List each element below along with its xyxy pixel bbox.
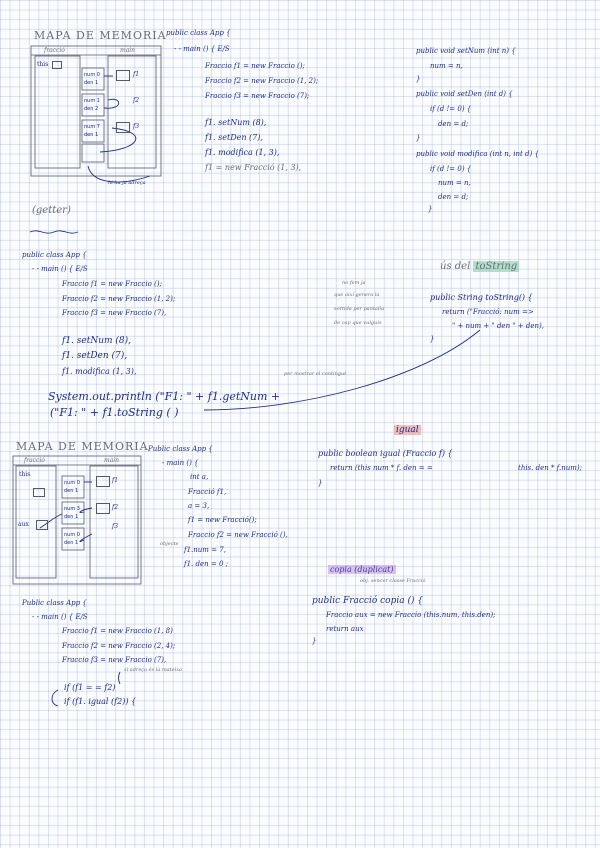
code-line: public class App {	[22, 251, 87, 259]
side-note: sortida per pantalla	[334, 306, 385, 312]
code-line: f1. den = 0 ;	[184, 560, 228, 568]
code-line: Fraccio f2 = new Fracció (),	[188, 531, 288, 539]
code-line: den = d;	[438, 193, 469, 201]
code-line: a = 3,	[188, 502, 210, 510]
code-line: f1.num = 7,	[184, 546, 226, 554]
map-col-main: main	[104, 457, 120, 464]
map-cell: den 1	[84, 80, 99, 86]
map-cell: num 3	[64, 506, 80, 512]
code-line: public String toString() {	[430, 293, 533, 302]
map-col-main: main	[120, 47, 136, 54]
ref-box-f1	[116, 70, 130, 81]
code-line: Fracció f1,	[188, 488, 227, 496]
code-line: num = n,	[430, 62, 463, 70]
map-cell: num 0	[64, 480, 80, 486]
memory-map-title: MAPA DE MEMORIA	[34, 29, 167, 42]
code-line: f1. setNum (8),	[62, 336, 132, 346]
code-line: public boolean igual (Fraccio f) {	[318, 449, 453, 458]
println-line-2: ("F1: " + f1.toString ( )	[50, 406, 179, 419]
code-line: if (f1. igual (f2)) {	[64, 697, 137, 706]
igual-label	[394, 426, 421, 435]
side-note: que així genera la	[334, 292, 380, 298]
code-line: Fraccio f1 = new Fraccio ();	[205, 62, 305, 70]
ref-label-f3: f3	[112, 523, 119, 530]
map-this-label: this	[37, 61, 49, 68]
code-line: Fraccio aux = new Fraccio (this.num, this.den);	[326, 611, 496, 619]
code-line: public void setNum (int n) {	[416, 47, 516, 55]
code-line: Fraccio f3 = new Fraccio (7);	[205, 92, 310, 100]
code-line: f1. setDen (7),	[205, 133, 263, 142]
ref-box-f2	[96, 503, 110, 514]
map-this-label: this	[19, 471, 31, 478]
map-cell: den 1	[64, 488, 79, 494]
copia-highlight: copia (duplicat)	[330, 565, 394, 574]
us-label	[440, 262, 519, 272]
map-cell: num 7	[84, 124, 100, 130]
code-line: - main () {	[162, 459, 199, 467]
ref-label-f2: f2	[112, 504, 119, 511]
code-line: den = d;	[438, 120, 469, 128]
code-line: num = n,	[438, 179, 471, 187]
code-line: " + num + " den " + den),	[452, 322, 544, 330]
code-line: }	[312, 637, 317, 645]
code-line: Fraccio f1 = new Fraccio (1, 8)	[62, 627, 173, 635]
map-cell: den 1	[84, 132, 99, 138]
objecte-note: objecte	[160, 541, 179, 547]
code-line: if (f1 = = f2)	[64, 683, 116, 692]
code-line: }	[428, 205, 433, 213]
code-line: Public class App {	[22, 599, 87, 607]
ref-label-f3: f3	[133, 123, 140, 130]
code-line: Fraccio f2 = new Fraccio (1, 2);	[205, 77, 319, 85]
igual-highlight: igual	[396, 425, 419, 435]
map-cell: num 0	[64, 532, 80, 538]
code-line: return aux	[326, 625, 364, 633]
arrow-note: hi ha ja adreça	[108, 180, 146, 186]
code-line: - - main () { E/S	[174, 45, 230, 53]
println-note: per mostrar el contingut	[284, 371, 347, 377]
code-line: if (d != 0) {	[430, 165, 472, 173]
code-line: }	[416, 134, 421, 142]
code-line: public Fracció copia () {	[312, 596, 424, 606]
map-aux-label: aux	[18, 521, 29, 528]
code-line: }	[318, 479, 323, 487]
code-line: f1. setDen (7),	[62, 351, 128, 361]
code-line: public class App {	[166, 29, 231, 37]
code-line: f1. setNum (8),	[205, 118, 267, 127]
code-line: public void modifica (int n, int d) {	[416, 150, 539, 158]
copia-label	[328, 566, 396, 574]
map-cell: num 1	[84, 98, 100, 104]
side-note: no fem ja	[342, 280, 366, 286]
this-slot	[33, 488, 45, 497]
code-line: Fraccio f3 = new Fraccio (7),	[62, 309, 167, 317]
tostring-highlight: toString	[475, 261, 518, 272]
ref-box-f3	[116, 122, 130, 133]
ref-label-f1: f1	[133, 71, 140, 78]
code-line: Fraccio f3 = new Fraccio (7),	[62, 656, 167, 664]
map-col-fraccio: fracció	[44, 47, 65, 54]
code-line: Fraccio f1 = new Fraccio ();	[62, 280, 162, 288]
memory-map-title: MAPA DE MEMORIA	[16, 440, 149, 453]
getter-label: (getter)	[32, 205, 71, 216]
ref-box-f1	[96, 476, 110, 487]
map-cell: den 1	[64, 540, 79, 546]
this-slot	[52, 61, 62, 69]
code-line: return ("Fracció: num =>	[442, 308, 534, 316]
code-line: Fraccio f2 = new Fraccio (1, 2);	[62, 295, 176, 303]
code-line: Fraccio f2 = new Fraccio (2, 4);	[62, 642, 176, 650]
code-line: f1. modifica (1, 3),	[62, 367, 137, 376]
ref-label-f2: f2	[133, 97, 140, 104]
code-line: - - main () { E/S	[32, 265, 88, 273]
aux-slot	[36, 520, 48, 530]
map-cell: den 2	[84, 106, 99, 112]
code-line: - - main () { E/S	[32, 613, 88, 621]
if-note: si adreça és la mateixa	[124, 667, 183, 673]
code-line: f1. modifica (1, 3),	[205, 148, 280, 157]
code-line: this. den * f.num);	[518, 464, 582, 472]
copia-note: obj. sencer classe Fracció	[360, 578, 426, 584]
side-note: de cap que vulguis	[334, 320, 382, 326]
ref-label-f1: f1	[112, 477, 119, 484]
code-line: Public class App {	[148, 445, 213, 453]
code-line: return (this num * f. den = =	[330, 464, 433, 472]
code-line: public void setDen (int d) {	[416, 90, 513, 98]
println-line-1: System.out.println ("F1: " + f1.getNum +	[48, 390, 281, 403]
code-line: f1 = new Fracció (1, 3),	[205, 163, 302, 172]
code-line: }	[430, 335, 435, 343]
code-line: if (d != 0) {	[430, 105, 472, 113]
map-cell: den 1	[64, 514, 79, 520]
code-line: int a,	[190, 473, 209, 481]
us-label-text: ús del	[440, 261, 471, 272]
map-cell: num 0	[84, 72, 100, 78]
map-col-fraccio: fracció	[24, 457, 45, 464]
code-line: }	[416, 75, 421, 83]
code-line: f1 = new Fracció();	[188, 516, 257, 524]
